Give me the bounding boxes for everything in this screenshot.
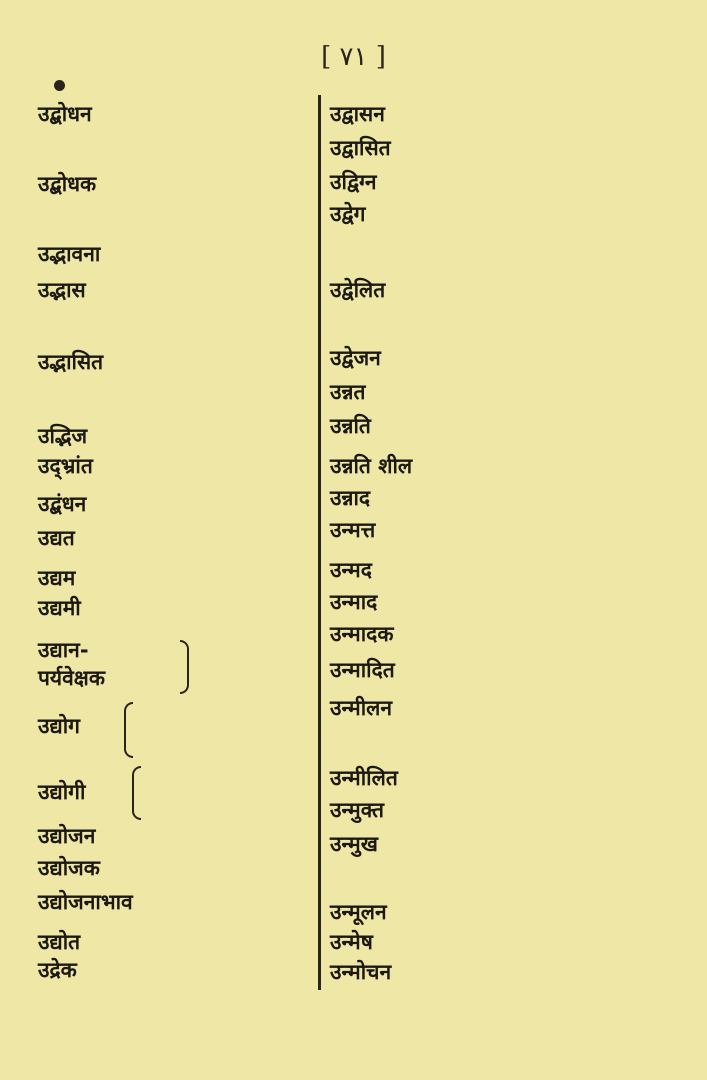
headword: उन्मत्त: [330, 518, 376, 542]
headword: उन्नति शील: [330, 454, 413, 478]
page-number: [ ٧١ ]: [321, 42, 386, 72]
headword: उद्भासित: [38, 350, 104, 374]
headword: उद्यत: [38, 526, 75, 550]
headword: उद्योजन: [38, 824, 96, 848]
brace-icon: [124, 702, 133, 758]
headword: उन्नाद: [330, 486, 371, 510]
headword: उद्वेग: [330, 202, 366, 226]
headword: उन्मुख: [330, 832, 378, 856]
headword: उद्रेक: [38, 958, 77, 982]
headword: उद्भास: [38, 278, 86, 302]
column-divider: [318, 95, 321, 990]
headword: उद्वेलित: [330, 278, 386, 302]
headword: उद्विग्न: [330, 170, 377, 194]
headword: उद्बोधन: [38, 102, 92, 126]
headword: उद्वासन: [330, 102, 385, 126]
headword: उद्योजक: [38, 856, 100, 880]
headword: उन्नत: [330, 380, 366, 404]
headword: उद्भ्रांत: [38, 454, 93, 478]
headword: उन्मेष: [330, 930, 373, 954]
headword: उन्नति: [330, 414, 371, 438]
headword: उद्यम: [38, 566, 76, 590]
ink-dot: [54, 80, 65, 91]
headword: उद्बंधन: [38, 492, 87, 516]
brace-icon: [132, 766, 141, 820]
headword: उद्योग: [38, 714, 80, 738]
headword: उद्भिज: [38, 424, 88, 448]
headword: उन्मीलित: [330, 766, 398, 790]
brace-icon: [180, 640, 189, 694]
headword: उन्मूलन: [330, 900, 387, 924]
headword: उद्वासित: [330, 136, 391, 160]
headword: उन्माद: [330, 590, 378, 614]
headword: उद्यमी: [38, 596, 81, 620]
headword: उन्मोचन: [330, 960, 392, 984]
headword: उद्बोधक: [38, 172, 97, 196]
headword: उद्यान-: [38, 638, 89, 662]
headword: उन्मद: [330, 558, 372, 582]
headword: उद्योत: [38, 930, 81, 954]
headword-continuation: पर्यवेक्षक: [38, 666, 105, 690]
headword: उन्मादित: [330, 658, 395, 682]
headword: उद्भावना: [38, 242, 101, 266]
headword: उन्मीलन: [330, 696, 393, 720]
headword: उद्योजनाभाव: [38, 890, 133, 914]
headword: उद्वेजन: [330, 346, 381, 370]
headword: उन्मादक: [330, 622, 394, 646]
headword: उद्योगी: [38, 780, 86, 804]
headword: उन्मुक्त: [330, 798, 384, 822]
